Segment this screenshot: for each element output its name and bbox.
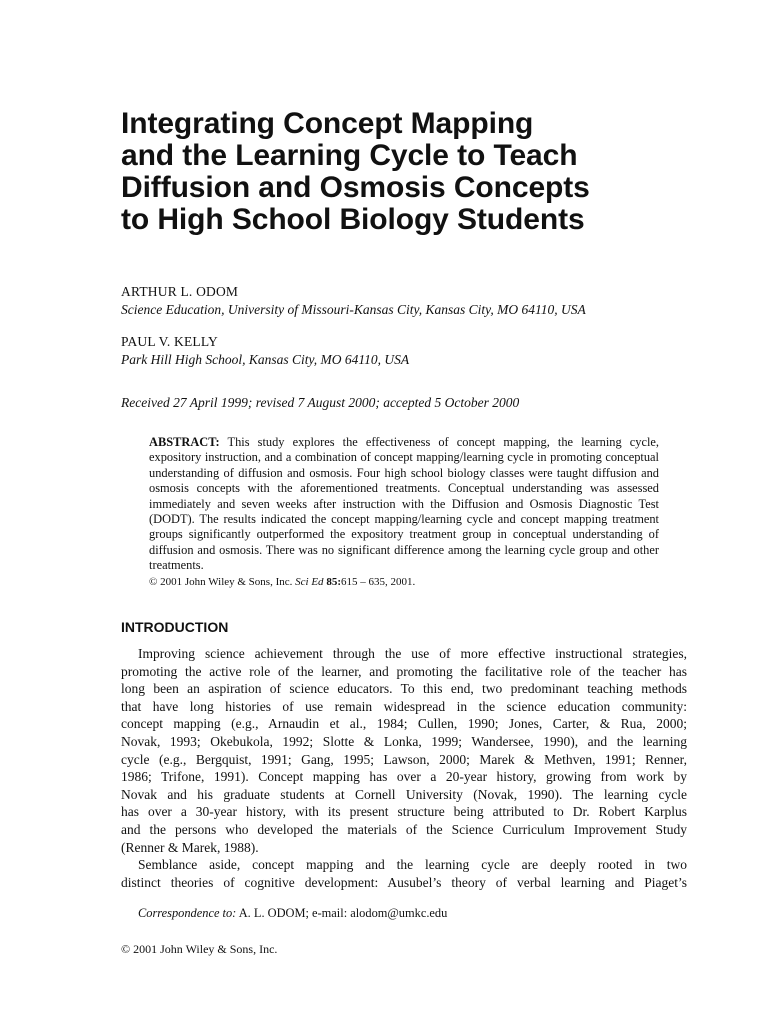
journal-volume: 85: bbox=[326, 575, 341, 588]
text-line: cycle (e.g., Bergquist, 1991; Gang, 1995; Lawson, 2000; Marek & Methven, 1991; Renner, bbox=[121, 751, 687, 767]
section-heading-introduction: INTRODUCTION bbox=[121, 619, 229, 635]
text-line: concept mapping (e.g., Arnaudin et al., 1984; Cullen, 1990; Jones, Carter, & Rua, 2000; bbox=[121, 716, 687, 732]
text-line: and the persons who developed the materials of the Science Curriculum Improvement Study bbox=[121, 821, 687, 837]
author-block-1 bbox=[121, 283, 691, 319]
text-line: promoting the active role of the learner, and promoting the facilitative role of the teacher has bbox=[121, 663, 687, 679]
abstract-copyright: © 2001 John Wiley & Sons, Inc. Sci Ed 85:615 – 635, 2001. bbox=[149, 575, 416, 588]
author-block-2 bbox=[121, 333, 691, 369]
correspondence-label: Correspondence to: bbox=[138, 906, 237, 920]
text-line: Novak, 1993; Okebukola, 1992; Slotte & Lonka, 1999; Wandersee, 1990), and the learning bbox=[121, 733, 687, 749]
text-line: Novak and his graduate students at Cornell University (Novak, 1990). The learning cycle bbox=[121, 786, 687, 802]
abstract-text: This study explores the effectiveness of concept mapping, the learning cycle, expository instruction, and a combination of concept mapping/learning cycle in promoting conceptual understanding of diffusion and osmosis. Four high school biology classes were taught diffusion and osmosis concepts with the aforementioned treatments. Conceptual understanding was assessed immediately and seven weeks after instruction with the Diffusion and Osmosis Diagnostic Test (DODT). The results indicated the concept mapping/learning cycle and concept mapping treatment groups significantly outperformed the expository treatment group in conceptual understanding of diffusion and osmosis. There was no significant difference among the learning cycle group and other treatments. bbox=[149, 435, 659, 573]
author-affiliation: Science Education, University of Missouri-Kansas City, Kansas City, MO 64110, USA bbox=[121, 302, 586, 317]
author-name: PAUL V. KELLY bbox=[121, 334, 218, 349]
title-line: and the Learning Cycle to Teach bbox=[121, 139, 578, 172]
text-line: Improving science achievement through the use of more effective instructional strategies, bbox=[138, 646, 687, 661]
abstract bbox=[149, 435, 659, 590]
title-line: Integrating Concept Mapping bbox=[121, 107, 534, 140]
title-line: Diffusion and Osmosis Concepts bbox=[121, 171, 590, 204]
text-line: that have long histories of use remain widespread in the science education community: bbox=[121, 698, 687, 714]
text-line: Semblance aside, concept mapping and the learning cycle are deeply rooted in two bbox=[138, 857, 687, 873]
journal-pages: 615 – 635, 2001. bbox=[340, 575, 416, 588]
author-name: ARTHUR L. ODOM bbox=[121, 284, 239, 299]
abstract-body bbox=[149, 435, 659, 574]
correspondence-footnote bbox=[138, 905, 447, 921]
footer-copyright: © 2001 John Wiley & Sons, Inc. bbox=[121, 942, 278, 956]
journal-name: Sci Ed bbox=[295, 575, 324, 588]
introduction-body bbox=[121, 645, 687, 891]
received-dates: Received 27 April 1999; revised 7 August 2000; accepted 5 October 2000 bbox=[121, 395, 520, 410]
text-line: long been an aspiration of science educators. To this end, two predominant teaching methods bbox=[121, 681, 687, 697]
text-line: 1986; Trifone, 1991). Concept mapping has over a 20-year history, growing from work by bbox=[121, 769, 687, 785]
text-line: distinct theories of cognitive development: Ausubel’s theory of verbal learning and Piaget’s bbox=[121, 874, 687, 890]
author-affiliation: Park Hill High School, Kansas City, MO 64110, USA bbox=[121, 352, 410, 367]
abstract-label: ABSTRACT: bbox=[149, 435, 220, 449]
correspondence-text: A. L. ODOM; e-mail: alodom@umkc.edu bbox=[238, 906, 448, 920]
text-line: has over a 30-year history, with its present structure being attributed to Dr. Robert Karplus bbox=[121, 804, 687, 820]
title-line: to High School Biology Students bbox=[121, 203, 585, 236]
text-line: (Renner & Marek, 1988). bbox=[121, 839, 259, 855]
article-title bbox=[121, 108, 721, 236]
